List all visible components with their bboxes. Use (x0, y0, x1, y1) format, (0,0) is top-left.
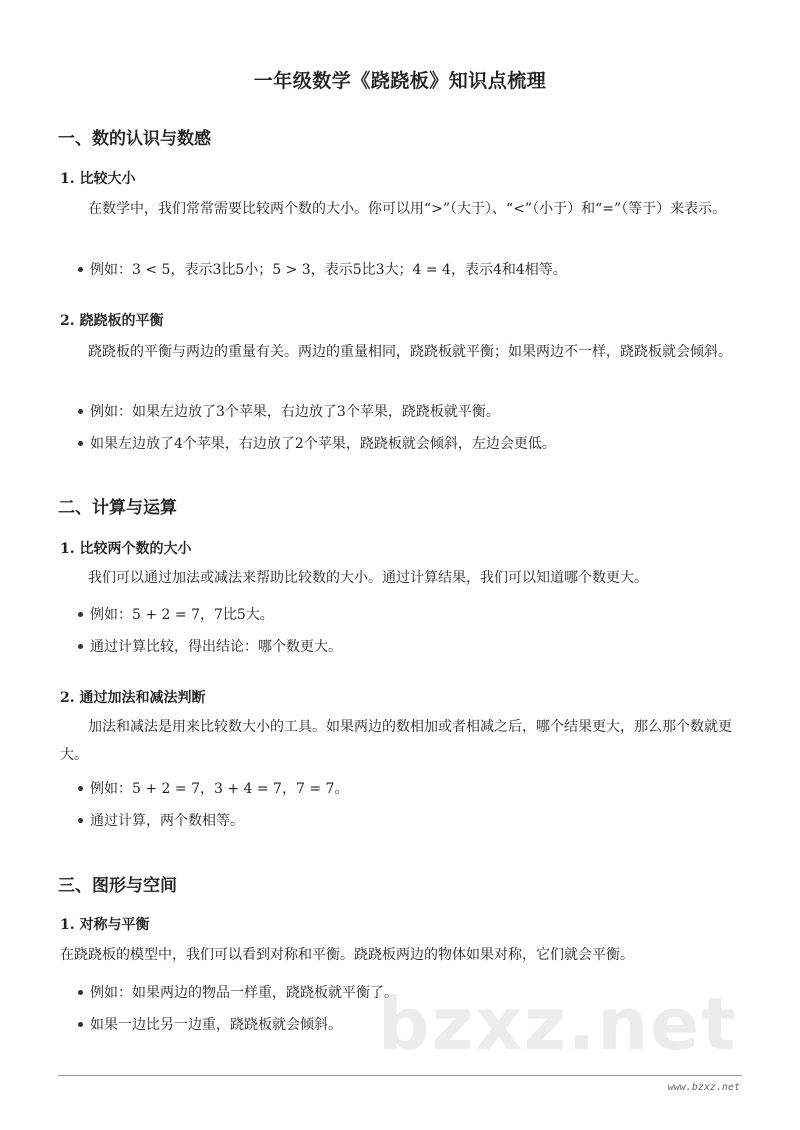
subsection-heading: 1. 比较大小 (60, 171, 136, 187)
footer-divider (58, 1075, 742, 1076)
bullet-icon (78, 644, 83, 649)
subsection-heading: 2. 通过加法和减法判断 (60, 690, 206, 706)
section-heading: 二、计算与运算 (58, 498, 177, 518)
paragraph: 在跷跷板的模型中，我们可以看到对称和平衡。跷跷板两边的物体如果对称，它们就会平衡。 (60, 947, 634, 963)
paragraph: 我们可以通过加法或减法来帮助比较数的大小。通过计算结果，我们可以知道哪个数更大。 (88, 570, 648, 586)
list-item (78, 1015, 342, 1035)
list-item (78, 605, 274, 625)
list-item-text: 例如：5 + 2 = 7，7比5大。 (90, 607, 274, 623)
bullet-icon (78, 990, 83, 995)
footer-url: www.bzxz.net (667, 1082, 740, 1093)
bullet-icon (78, 267, 83, 272)
bullet-icon (78, 818, 83, 823)
bullet-icon (78, 1022, 83, 1027)
bullet-icon (78, 786, 83, 791)
paragraph: 在数学中，我们常常需要比较两个数的大小。你可以用“>”（大于）、“<”（小于）和“=”（等于）来表示。 (88, 201, 727, 217)
list-item-text: 例如：3 < 5，表示3比5小；5 > 3，表示5比3大；4 = 4，表示4和4相等。 (90, 262, 567, 278)
bullet-icon (78, 409, 83, 414)
list-item-text: 例如：5 + 2 = 7，3 + 4 = 7，7 = 7。 (90, 781, 349, 797)
subsection-heading: 1. 对称与平衡 (60, 917, 150, 933)
watermark: bzxz.net (378, 982, 738, 1066)
subsection-heading: 2. 跷跷板的平衡 (60, 313, 164, 329)
list-item-text: 通过计算比较，得出结论：哪个数更大。 (90, 639, 342, 655)
bullet-icon (78, 441, 83, 446)
list-item (78, 983, 398, 1003)
list-item-text: 通过计算，两个数相等。 (90, 813, 244, 829)
section-heading: 三、图形与空间 (58, 876, 177, 896)
page-title: 一年级数学《跷跷板》知识点梳理 (253, 70, 547, 92)
list-item-text: 如果一边比另一边重，跷跷板就会倾斜。 (90, 1017, 342, 1033)
list-item-text: 例如：如果左边放了3个苹果，右边放了3个苹果，跷跷板就平衡。 (90, 404, 500, 420)
list-item (78, 779, 348, 799)
list-item (78, 811, 244, 831)
list-item (78, 637, 342, 657)
list-item (78, 402, 500, 422)
list-item (78, 434, 556, 454)
paragraph: 加法和减法是用来比较数大小的工具。如果两边的数相加或者相减之后，哪个结果更大，那么那个数就更大。 (60, 719, 732, 763)
list-item-text: 例如：如果两边的物品一样重，跷跷板就平衡了。 (90, 985, 398, 1001)
section-heading: 一、数的认识与数感 (58, 129, 211, 149)
list-item (78, 260, 567, 280)
bullet-icon (78, 612, 83, 617)
paragraph: 跷跷板的平衡与两边的重量有关。两边的重量相同，跷跷板就平衡；如果两边不一样，跷跷板就会倾斜。 (88, 344, 732, 360)
subsection-heading: 1. 比较两个数的大小 (60, 541, 192, 557)
list-item-text: 如果左边放了4个苹果，右边放了2个苹果，跷跷板就会倾斜，左边会更低。 (90, 436, 556, 452)
